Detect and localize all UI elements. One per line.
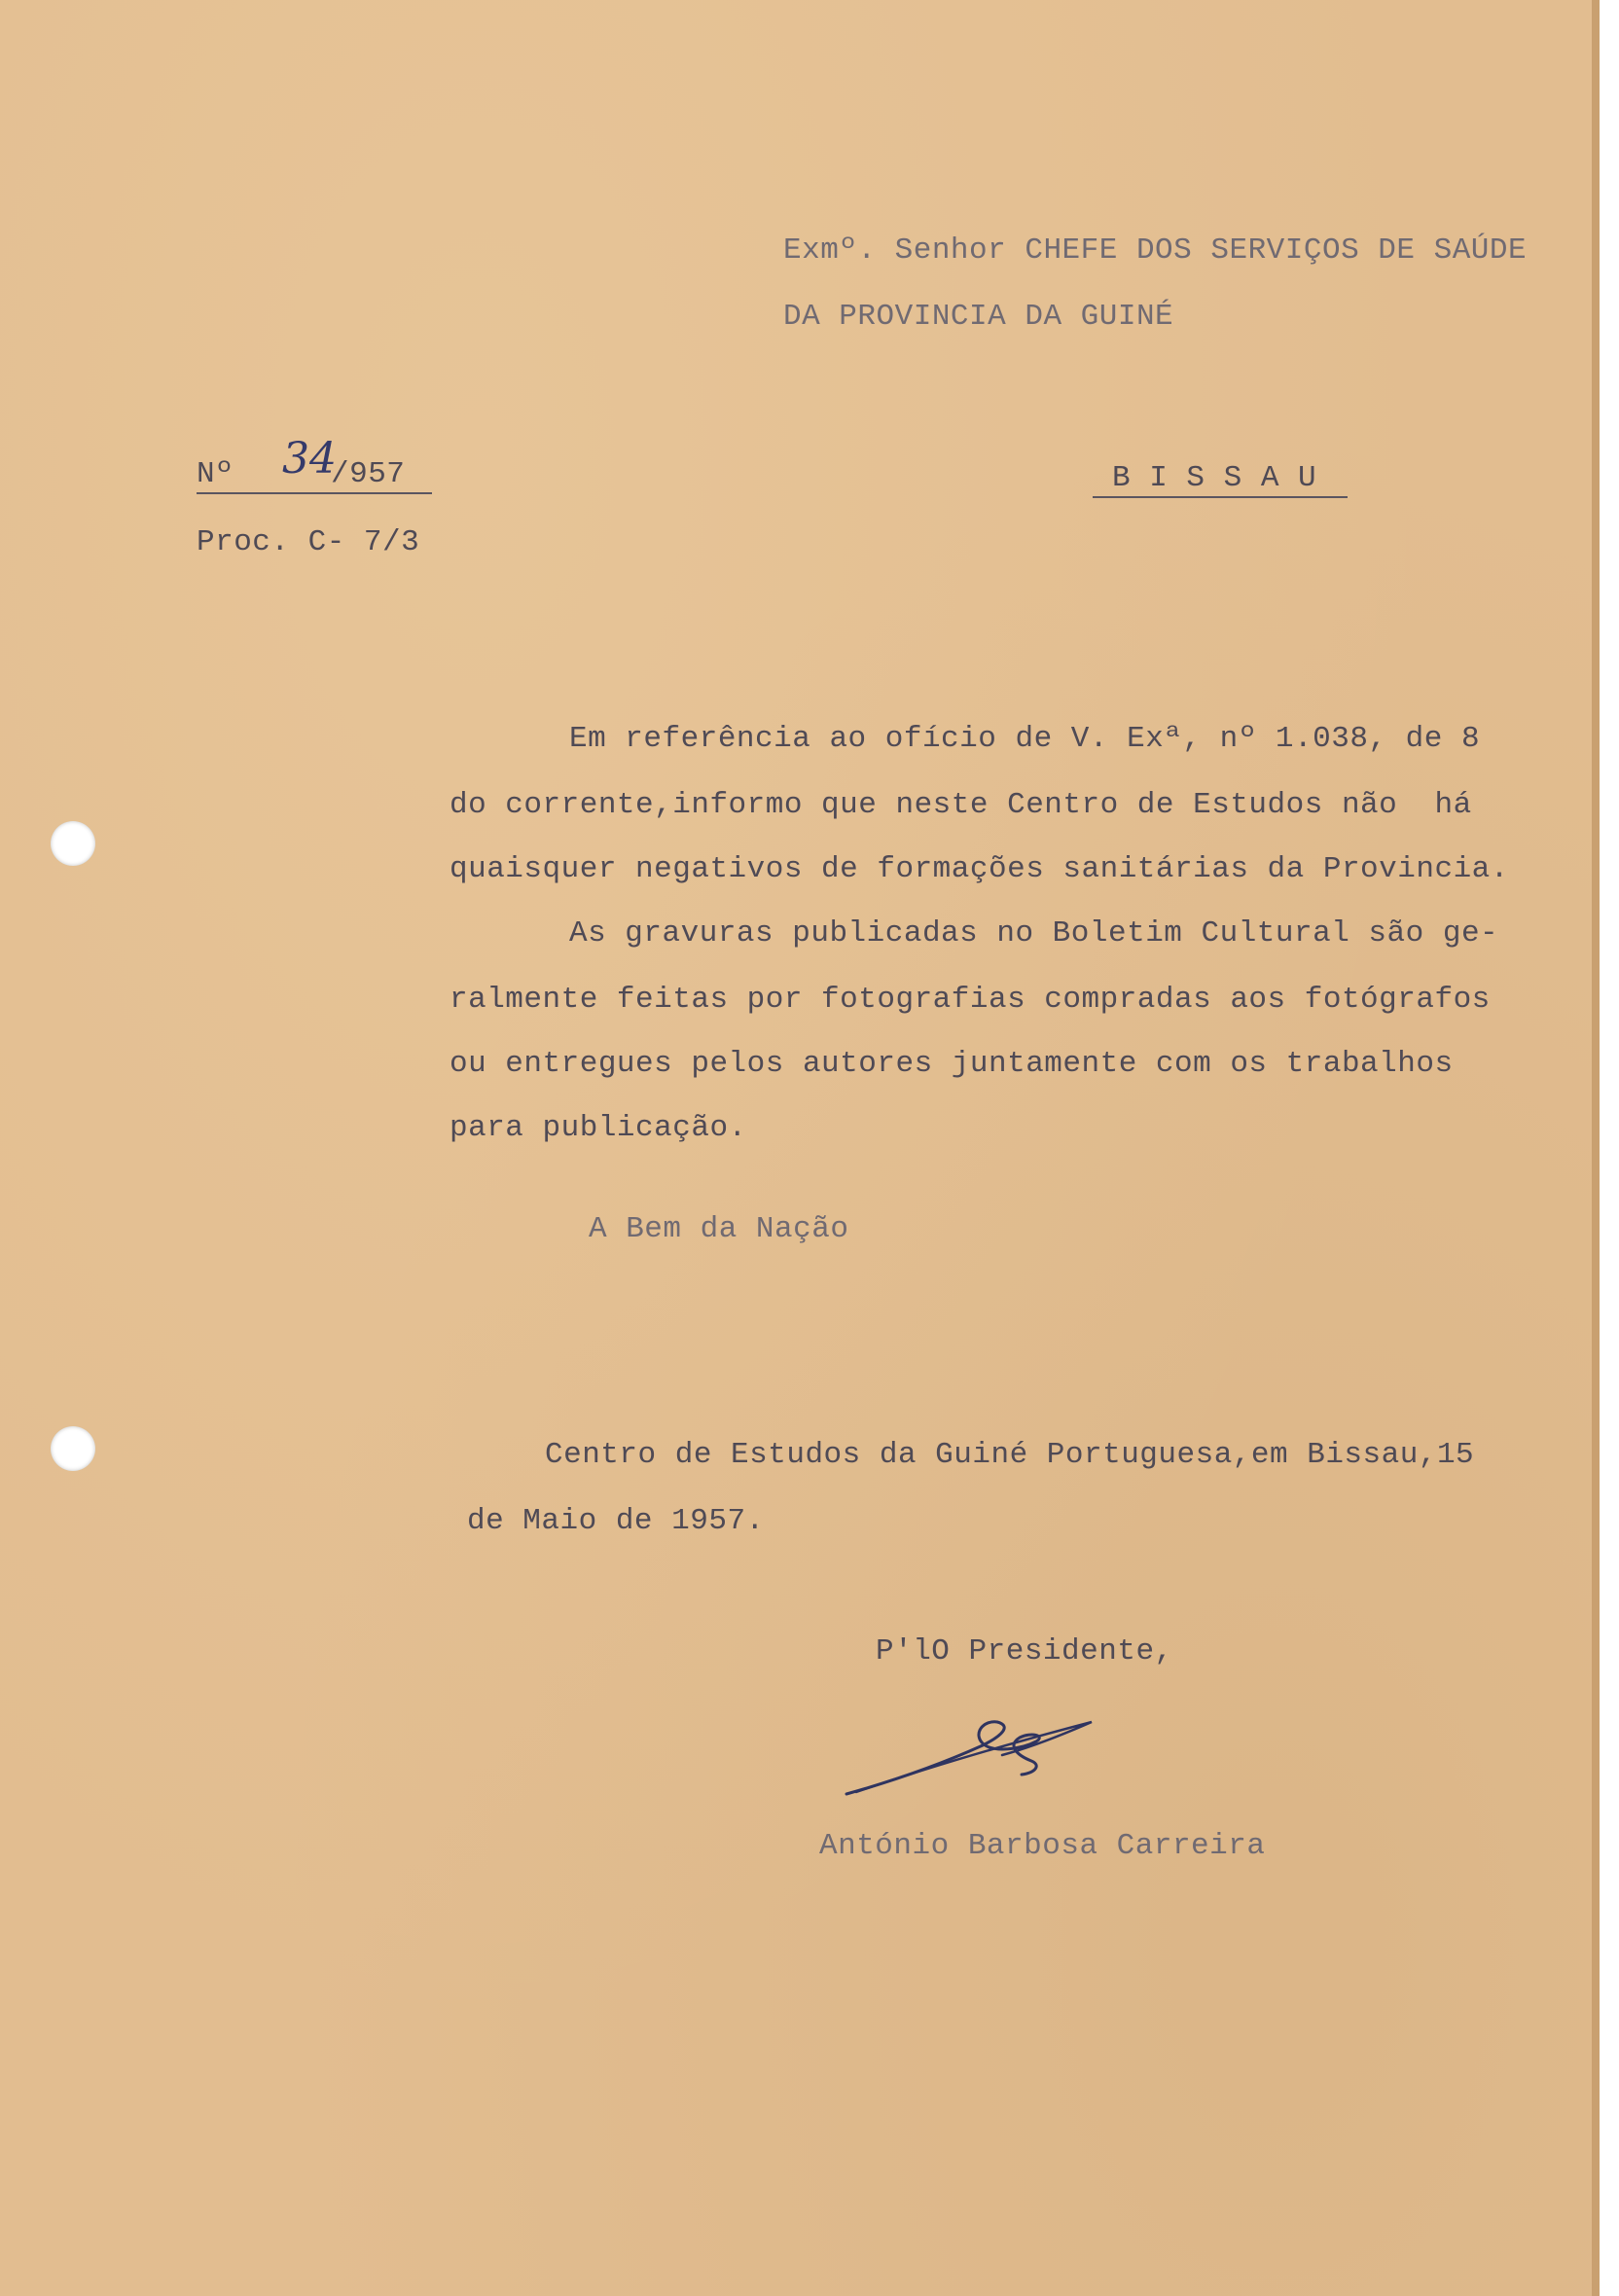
number-prefix: Nº xyxy=(197,457,234,491)
city-underline xyxy=(1093,496,1348,498)
closing-formula: A Bem da Nação xyxy=(589,1212,849,1246)
body-line: do corrente,informo que neste Centro de Estudos não há xyxy=(450,788,1472,822)
body-line: As gravuras publicadas no Boletim Cultural são ge- xyxy=(569,916,1499,951)
number-suffix: /957 xyxy=(331,457,406,491)
addressee-line-1: Exmº. Senhor CHEFE DOS SERVIÇOS DE SAÚDE xyxy=(783,233,1528,268)
paper-edge xyxy=(1592,0,1600,2296)
body-line: para publicação. xyxy=(450,1111,747,1145)
signoff: P'lO Presidente, xyxy=(876,1634,1173,1668)
number-underline xyxy=(197,492,432,494)
signature-icon xyxy=(837,1704,1109,1812)
body-line: quaisquer negativos de formações sanitárias da Provincia. xyxy=(450,852,1509,886)
punch-hole-bottom xyxy=(51,1426,95,1471)
addressee-line-2: DA PROVINCIA DA GUINÉ xyxy=(783,300,1174,334)
punch-hole-top xyxy=(51,821,95,866)
body-line: Em referência ao ofício de V. Exª, nº 1.038, de 8 xyxy=(569,722,1481,756)
body-line: ou entregues pelos autores juntamente com os trabalhos xyxy=(450,1047,1454,1081)
handwritten-number: 34 xyxy=(282,434,337,484)
place-date-line-2: de Maio de 1957. xyxy=(467,1504,765,1538)
process-reference: Proc. C- 7/3 xyxy=(197,525,420,559)
city-heading: B I S S A U xyxy=(1112,461,1317,495)
place-date-line-1: Centro de Estudos da Guiné Portuguesa,em Bissau,15 xyxy=(545,1438,1475,1472)
body-line: ralmente feitas por fotografias compradas aos fotógrafos xyxy=(450,983,1491,1017)
signatory-name: António Barbosa Carreira xyxy=(819,1829,1266,1863)
